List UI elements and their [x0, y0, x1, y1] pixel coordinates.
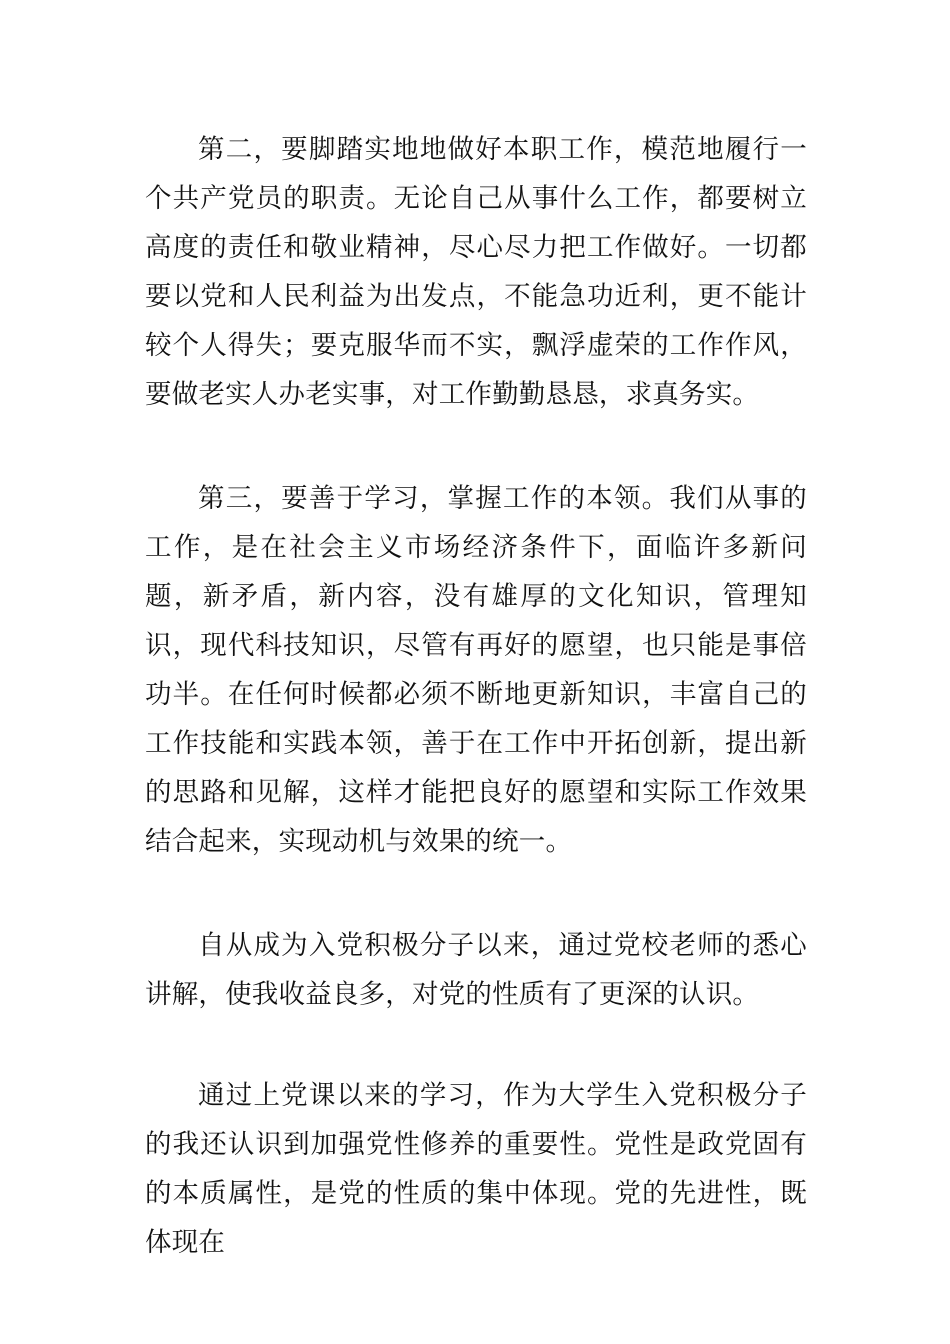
- paragraph-activist-reflection: 自从成为入党积极分子以来，通过党校老师的悉心讲解，使我收益良多，对党的性质有了更深的认识。: [145, 930, 807, 1010]
- paragraph-third-point: 第三，要善于学习，掌握工作的本领。我们从事的工作，是在社会主义市场经济条件下，面临许多新问题，新矛盾，新内容，没有雄厚的文化知识，管理知识，现代科技知识，尽管有再好的愿望，也只能是事倍功半。在任何时候都必须不断地更新知识，丰富自己的工作技能和实践本领，善于在工作中开拓创新，提出新的思路和见解，这样才能把良好的愿望和实际工作效果结合起来，实现动机与效果的统一。: [145, 483, 807, 857]
- paragraph-second-point: 第二，要脚踏实地地做好本职工作，模范地履行一个共产党员的职责。无论自己从事什么工作，都要树立高度的责任和敬业精神，尽心尽力把工作做好。一切都要以党和人民利益为出发点，不能急功近利，更不能计较个人得失；要克服华而不实，飘浮虚荣的工作作风，要做老实人办老实事，对工作勤勤恳恳，求真务实。: [145, 134, 807, 410]
- paragraph-party-spirit: 通过上党课以来的学习，作为大学生入党积极分子的我还认识到加强党性修养的重要性。党性是政党固有的本质属性，是党的性质的集中体现。党的先进性，既体现在: [145, 1080, 807, 1258]
